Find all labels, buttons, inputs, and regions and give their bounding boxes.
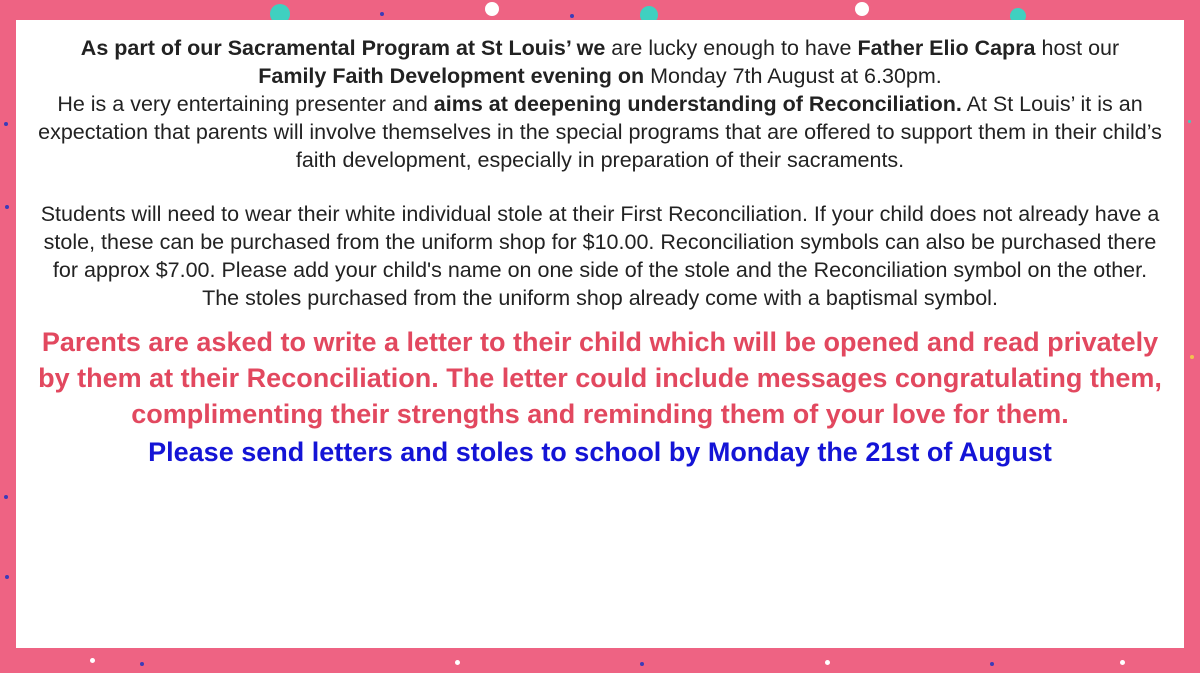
notice-card — [16, 20, 1184, 648]
confetti-dot — [1120, 660, 1125, 665]
confetti-dot — [380, 12, 384, 16]
intro-text: As part of our Sacramental Program at St Louis’ we — [80, 36, 612, 60]
intro-paragraph — [38, 34, 1162, 174]
intro-text: He is a very entertaining presenter and — [57, 92, 434, 116]
confetti-dot — [455, 660, 460, 665]
event-aim: aims at deepening understanding of Reconciliation. — [433, 92, 962, 116]
confetti-dot — [570, 14, 574, 18]
intro-text: At St Louis’ it is an expectation that parents will involve themselves in the special programs that are offered to support them in their child’s faith development, especially in preparation of their sacraments. — [38, 92, 1162, 172]
intro-text: are lucky enough to have — [611, 36, 858, 60]
deadline-line: Please send letters and stoles to school by Monday the 21st of August — [148, 437, 1052, 467]
confetti-dot — [990, 662, 994, 666]
confetti-dot — [4, 495, 8, 499]
confetti-dot — [4, 122, 8, 126]
confetti-dot — [640, 662, 644, 666]
intro-text: host our — [1035, 36, 1120, 60]
confetti-dot — [90, 658, 95, 663]
confetti-dot — [855, 2, 869, 16]
confetti-dot — [825, 660, 830, 665]
confetti-dot — [1190, 355, 1194, 359]
confetti-dot — [5, 205, 9, 209]
event-name: Family Faith Development evening on — [258, 64, 651, 88]
confetti-dot — [140, 662, 144, 666]
confetti-dot — [5, 575, 9, 579]
event-date: Monday 7th August at 6.30pm. — [650, 64, 942, 88]
presenter-name: Father Elio Capra — [857, 36, 1036, 60]
stole-paragraph: Students will need to wear their white individual stole at their First Reconciliation. If your child does not already have a stole, these can be purchased from the uniform shop for $10.00. Reconciliation symbols can also be purchased there for approx $7.00. Please add your child's name on one side of the stole and the Reconciliation symbol on the other. The stoles purchased from the uniform shop already come with a baptismal symbol. — [40, 202, 1160, 310]
confetti-dot — [485, 2, 499, 16]
letter-paragraph: Parents are asked to write a letter to their child which will be opened and read privately by them at their Reconciliation. The letter could include messages congratulating them, complimenting their strengths and reminding them of your love for them. — [38, 327, 1162, 429]
confetti-dot — [1188, 120, 1191, 123]
